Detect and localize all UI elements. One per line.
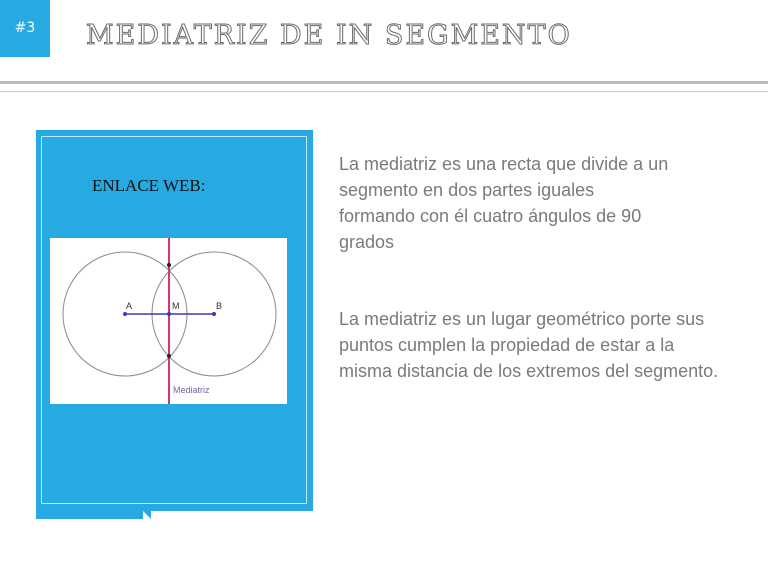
header-divider-top bbox=[0, 81, 768, 84]
intersection-bottom bbox=[167, 354, 171, 358]
locus-paragraph: La mediatriz es un lugar geométrico porte sus puntos cumplen la propiedad de estar a la misma distancia de los extremos del segmento. bbox=[339, 309, 719, 381]
label-mediatriz: Mediatriz bbox=[173, 385, 210, 395]
card-corner-notch bbox=[143, 511, 151, 519]
label-a: A bbox=[126, 301, 133, 311]
card-bottom-cutout bbox=[151, 511, 313, 519]
slide-number-badge: #3 bbox=[0, 0, 50, 57]
header-divider-bottom bbox=[0, 91, 768, 92]
point-a bbox=[123, 312, 127, 316]
slide-title: MEDIATRIZ DE IN SEGMENTO bbox=[86, 20, 572, 51]
definition-paragraph: La mediatriz es una recta que divide a un segmento en dos partes iguales formando con él cuatro ángulos de 90 grados bbox=[339, 154, 669, 252]
bisector-diagram bbox=[50, 238, 287, 404]
web-link-card[interactable] bbox=[36, 130, 313, 519]
label-m: M bbox=[172, 301, 180, 311]
intersection-top bbox=[167, 263, 171, 267]
web-link-label: ENLACE WEB: bbox=[92, 176, 206, 195]
point-b bbox=[212, 312, 216, 316]
perpendicular-bisector-figure[interactable] bbox=[50, 238, 287, 404]
point-m bbox=[167, 312, 171, 316]
label-b: B bbox=[216, 301, 223, 311]
